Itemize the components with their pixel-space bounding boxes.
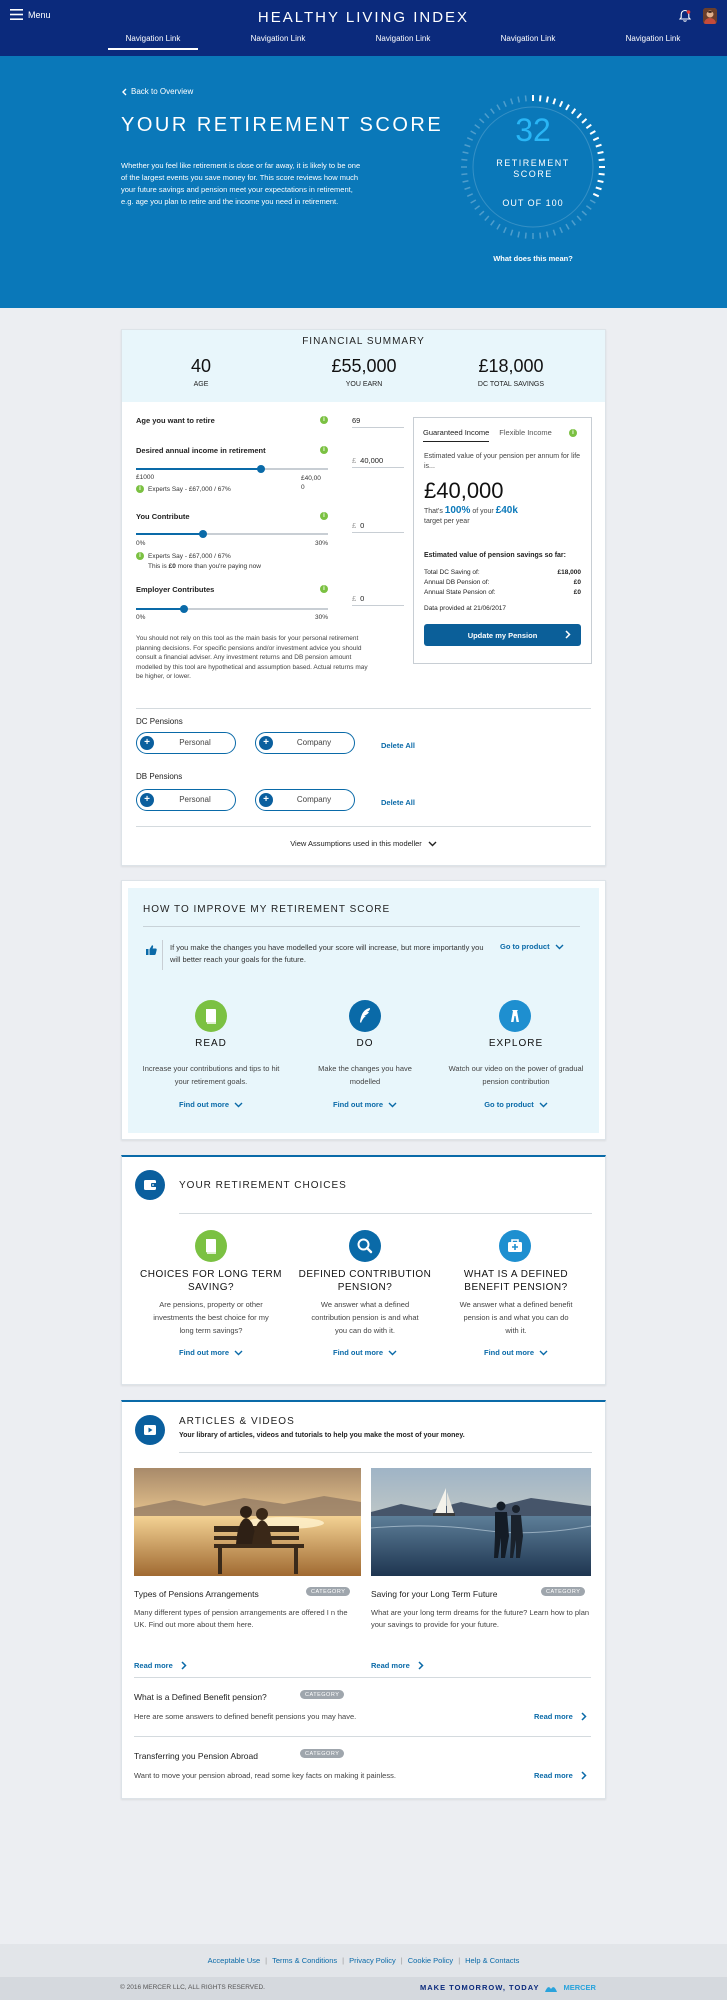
currency-symbol: £ xyxy=(352,456,357,465)
nav-link-4[interactable]: Navigation Link xyxy=(500,34,556,43)
choice-db-text: We answer what a defined benefit pension is and what you can do with it. xyxy=(459,1300,573,1335)
copyright: © 2016 MERCER LLC, ALL RIGHTS RESERVED. xyxy=(120,1984,265,1991)
nav-link-2[interactable]: Navigation Link xyxy=(250,34,306,43)
gauge-tick xyxy=(518,232,519,238)
gauge-tick xyxy=(572,220,576,225)
score-value: 32 xyxy=(515,112,551,148)
income-expert-tip: Experts Say - £67,000 / 67% xyxy=(148,486,231,493)
dc-pensions-label: DC Pensions xyxy=(136,717,183,726)
gauge-tick xyxy=(566,224,569,229)
gauge-tick-filled xyxy=(547,97,548,103)
avatar[interactable] xyxy=(703,8,717,24)
divider xyxy=(179,1452,592,1453)
income-tabs xyxy=(423,428,552,442)
gauge-tick xyxy=(511,230,513,236)
gauge-tick xyxy=(547,232,548,238)
you-contribute-value: 0 xyxy=(360,521,365,530)
earnings-label: YOU EARN xyxy=(345,381,383,388)
income-slider-fill xyxy=(136,468,261,470)
savings-row xyxy=(424,589,581,596)
employer-slider-fill xyxy=(136,608,184,610)
articles-title: ARTICLES & VIDEOS xyxy=(179,1416,295,1427)
gauge-tick xyxy=(504,101,506,106)
article-title[interactable]: Types of Pensions Arrangements xyxy=(134,1589,259,1599)
article-title[interactable]: Saving for your Long Term Future xyxy=(371,1589,498,1599)
update-pension-button[interactable] xyxy=(424,624,581,646)
note-suffix: more than you're paying now xyxy=(175,563,261,570)
financial-summary-title: FINANCIAL SUMMARY xyxy=(302,336,425,347)
divider xyxy=(179,1213,592,1214)
target-value: £40k xyxy=(495,505,518,516)
db-icon-circle xyxy=(499,1230,531,1262)
divider xyxy=(134,1736,591,1737)
book-icon xyxy=(195,1230,227,1262)
score-max-label: OUT OF 100 xyxy=(502,198,564,208)
article-title[interactable]: Transferring you Pension Abroad xyxy=(134,1751,258,1761)
gauge-tick xyxy=(582,211,586,215)
gauge-tick xyxy=(463,152,469,153)
do-title: DO xyxy=(356,1038,374,1049)
couple-on-bench-image xyxy=(134,1468,361,1576)
dc-savings-value: £18,000 xyxy=(478,356,544,376)
delete-all-dc-link[interactable]: Delete All xyxy=(381,741,415,750)
chevron-right-icon xyxy=(181,1661,187,1670)
tip-info-icon: i xyxy=(136,485,144,493)
gauge-tick xyxy=(540,233,541,239)
read-more-label: Read more xyxy=(134,1661,173,1670)
footer-link-privacy[interactable]: Privacy Policy xyxy=(349,1956,396,1965)
article-title[interactable]: What is a Defined Benefit pension? xyxy=(134,1692,267,1702)
assumptions-label: View Assumptions used in this modeller xyxy=(290,839,422,848)
income-min: £1000 xyxy=(136,474,155,481)
view-assumptions-link[interactable] xyxy=(122,839,605,848)
divider xyxy=(162,940,163,970)
article-summary: Here are some answers to defined benefit pensions you may have. xyxy=(134,1712,357,1721)
article-summary: Want to move your pension abroad, read some key facts on making it painless. xyxy=(134,1771,396,1780)
gauge-tick-filled xyxy=(553,99,555,105)
income-description: Estimated value of your pension per annum for life is... xyxy=(424,453,581,470)
footer-tagline xyxy=(420,1983,596,1992)
savings-row-value: £0 xyxy=(573,589,581,596)
savings-row xyxy=(424,569,581,576)
articles-subtitle: Your library of articles, videos and tutorials to help you make the most of your money. xyxy=(179,1432,465,1439)
income-max-line-2: 0 xyxy=(301,484,305,491)
chevron-down-icon xyxy=(388,1350,397,1356)
chevron-left-icon xyxy=(121,88,127,96)
explore-text: Watch our video on the power of gradual pension contribution xyxy=(448,1064,584,1086)
read-more-link[interactable] xyxy=(134,1661,187,1670)
brand-title: HEALTHY LIVING INDEX xyxy=(257,9,470,26)
personal-label: Personal xyxy=(179,795,211,804)
mercer-brand: MERCER xyxy=(563,1983,596,1992)
retire-age-value: 69 xyxy=(352,416,361,425)
nav-link-5[interactable]: Navigation Link xyxy=(625,34,681,43)
chevron-down-icon xyxy=(234,1350,243,1356)
explore-title: EXPLORE xyxy=(488,1038,544,1049)
contribution-min: 0% xyxy=(136,540,146,547)
gauge-tick xyxy=(485,216,489,220)
desired-income-value: 40,000 xyxy=(360,456,384,465)
dc-icon-circle xyxy=(349,1230,381,1262)
link-label: Find out more xyxy=(179,1100,229,1109)
choice-long-term-link[interactable] xyxy=(136,1348,286,1357)
do-icon-circle xyxy=(349,1000,381,1032)
employer-contributes-input[interactable] xyxy=(352,594,404,606)
tab-flexible-income[interactable]: Flexible Income xyxy=(499,428,552,437)
savings-row-value: £0 xyxy=(573,579,581,586)
info-icon[interactable]: i xyxy=(320,446,328,454)
gauge-tick xyxy=(577,216,581,220)
tab-guaranteed-income[interactable]: Guaranteed Income xyxy=(423,428,489,442)
read-title: READ xyxy=(195,1038,227,1049)
book-icon xyxy=(195,1000,227,1032)
footer-link-terms[interactable]: Terms & Conditions xyxy=(272,1956,338,1965)
choice-dc-title: DEFINED CONTRIBUTION PENSION? xyxy=(298,1269,432,1293)
chevron-right-icon xyxy=(581,1712,587,1721)
quill-icon xyxy=(349,1000,381,1032)
gauge-tick xyxy=(497,105,500,110)
explore-go-to-product-link[interactable] xyxy=(441,1100,591,1109)
explore-icon-circle xyxy=(499,1000,531,1032)
wallet-icon-circle xyxy=(135,1170,165,1200)
articles-videos-card xyxy=(121,1400,606,1799)
footer-link-help[interactable]: Help & Contacts xyxy=(465,1956,520,1965)
add-db-company-button[interactable] xyxy=(255,789,355,811)
read-more-link[interactable] xyxy=(534,1712,587,1721)
footer-link-acceptable-use[interactable]: Acceptable Use xyxy=(207,1956,261,1965)
employer-contributes-value: 0 xyxy=(360,594,365,603)
contribution-slider-fill xyxy=(136,533,203,535)
do-text: Make the changes you have modelled xyxy=(318,1064,412,1086)
earnings-value: £55,000 xyxy=(331,356,397,376)
couple-by-sea-image xyxy=(371,1468,591,1576)
age-label: AGE xyxy=(193,381,209,388)
contribution-max: 30% xyxy=(315,540,329,547)
desired-income-label: Desired annual income in retirement xyxy=(136,446,266,455)
article-image-bench[interactable] xyxy=(134,1468,361,1576)
info-icon[interactable]: i xyxy=(320,416,328,424)
footer-link-cookie[interactable]: Cookie Policy xyxy=(407,1956,454,1965)
score-label-line-2: SCORE xyxy=(513,169,553,179)
plus-icon: + xyxy=(259,793,273,807)
gauge-tick xyxy=(553,230,555,236)
read-find-out-more-link[interactable] xyxy=(136,1100,286,1109)
signpost-icon xyxy=(499,1000,531,1032)
age-value: 40 xyxy=(190,356,212,376)
personal-label: Personal xyxy=(179,738,211,747)
savings-row-label: Annual DB Pension of: xyxy=(424,579,490,586)
nav-link-3[interactable]: Navigation Link xyxy=(375,34,431,43)
savings-row-label: Annual State Pension of: xyxy=(424,589,496,596)
chevron-down-icon xyxy=(539,1350,548,1356)
gauge-tick xyxy=(504,227,506,232)
db-pensions-label: DB Pensions xyxy=(136,772,183,781)
category-badge: CATEGORY xyxy=(300,1749,344,1758)
chevron-right-icon xyxy=(565,630,571,639)
delete-all-db-link[interactable]: Delete All xyxy=(381,798,415,807)
category-badge: CATEGORY xyxy=(300,1690,344,1699)
link-label: Find out more xyxy=(179,1348,229,1357)
improve-message: If you make the changes you have modelled your score will increase, but more importantly you will better reach your goals for the future. xyxy=(170,943,484,964)
hero-description: Whether you feel like retirement is close or far away, it is likely to be one of the largest events you save money for. This score reviews how much your future savings and pension meet your expectations in retirement, e.g. age you plan to retire and the income you need in retirement. xyxy=(121,161,361,206)
employer-contributes-label: Employer Contributes xyxy=(136,585,215,594)
currency-symbol: £ xyxy=(352,594,357,603)
gauge-tick-filled xyxy=(598,181,604,182)
score-label xyxy=(458,158,608,180)
choices-title: YOUR RETIREMENT CHOICES xyxy=(179,1180,347,1191)
gauge-tick xyxy=(518,97,519,103)
disclaimer-text: You should not rely on this tool as the main basis for your personal retirement planning decisions. For specific pensions and/or investment advice you should consult a financial adviser. Any investment returns and DB pension amount modelled by this tool are hypothetical and assumption based. Actual returns may be higher, or lower. xyxy=(136,635,368,680)
company-label: Company xyxy=(296,795,332,804)
divider xyxy=(143,926,580,927)
percent-value: 100% xyxy=(444,505,471,516)
you-contribute-input[interactable] xyxy=(352,521,404,533)
retire-age-label: Age you want to retire xyxy=(136,416,215,425)
top-bar xyxy=(0,0,727,56)
employer-slider-handle[interactable] xyxy=(180,605,188,613)
gauge-tick-filled xyxy=(598,152,604,153)
chevron-down-icon xyxy=(539,1102,548,1108)
gauge-tick xyxy=(465,187,471,189)
footer-links: Acceptable Use | Terms & Conditions | Privacy Policy | Cookie Policy | Help & Contacts xyxy=(207,1956,520,1965)
nav-link-1[interactable]: Navigation Link xyxy=(108,34,198,50)
gauge-tick xyxy=(463,181,469,182)
plus-icon: + xyxy=(259,736,273,750)
category-badge: CATEGORY xyxy=(541,1587,585,1596)
info-icon[interactable]: i xyxy=(320,585,328,593)
divider xyxy=(136,708,591,709)
gauge-tick-filled xyxy=(566,105,569,110)
note-amount: £0 xyxy=(168,563,176,570)
choice-long-term-text: Are pensions, property or other investments the best choice for my long term savings? xyxy=(153,1300,269,1335)
income-max-line-1: £40,00 xyxy=(301,475,321,482)
tagline-text: MAKE TOMORROW, TODAY xyxy=(420,1983,540,1992)
add-dc-personal-button[interactable] xyxy=(136,732,236,754)
target-percentage xyxy=(424,506,584,527)
of-your-label: of your xyxy=(472,508,494,515)
gauge-tick xyxy=(479,211,483,215)
choice-dc-link[interactable] xyxy=(290,1348,440,1357)
what-does-this-mean-link[interactable]: What does this mean? xyxy=(493,254,573,263)
category-badge: CATEGORY xyxy=(306,1587,350,1596)
choice-db-title: WHAT IS A DEFINED BENEFIT PENSION? xyxy=(463,1269,569,1293)
wallet-icon xyxy=(135,1170,165,1200)
contribution-expert-tip: Experts Say - £67,000 / 67% xyxy=(148,553,231,560)
gauge-tick xyxy=(560,227,562,232)
read-more-label: Read more xyxy=(534,1771,573,1780)
link-label: Find out more xyxy=(484,1348,534,1357)
thumbs-up-icon xyxy=(145,944,157,956)
video-icon xyxy=(135,1415,165,1445)
search-icon xyxy=(349,1230,381,1262)
gauge-tick xyxy=(525,233,526,239)
retire-age-input[interactable] xyxy=(352,416,404,428)
read-icon-circle xyxy=(195,1000,227,1032)
gauge-tick-filled xyxy=(540,95,541,101)
chevron-down-icon xyxy=(555,944,564,950)
tip-info-icon: i xyxy=(136,552,144,560)
go-to-product-link[interactable] xyxy=(500,942,564,951)
read-more-link[interactable] xyxy=(371,1661,424,1670)
footer-bottom-bar xyxy=(0,1977,727,2000)
gauge-tick-filled xyxy=(596,187,602,189)
bell-icon[interactable] xyxy=(678,9,692,23)
score-label-line-1: RETIREMENT xyxy=(496,158,570,168)
savings-row-value: £18,000 xyxy=(557,569,581,576)
long-term-icon-circle xyxy=(195,1230,227,1262)
link-label: Find out more xyxy=(333,1100,383,1109)
chevron-right-icon xyxy=(581,1771,587,1780)
chevron-right-icon xyxy=(418,1661,424,1670)
gauge-tick-filled xyxy=(593,194,598,196)
update-pension-label: Update my Pension xyxy=(467,630,538,640)
article-summary: What are your long term dreams for the future? Learn how to plan your savings to provide for your future. xyxy=(371,1608,590,1629)
plus-icon: + xyxy=(140,736,154,750)
contribution-note xyxy=(148,563,261,570)
article-image-sea[interactable] xyxy=(371,1468,591,1576)
thats-label: That's xyxy=(424,508,443,515)
article-summary: Many different types of pension arrangements are offered I n the UK. Find out more about them here. xyxy=(134,1608,348,1629)
add-db-personal-button[interactable] xyxy=(136,789,236,811)
divider xyxy=(134,1677,591,1678)
you-contribute-label: You Contribute xyxy=(136,512,190,521)
chevron-down-icon xyxy=(428,841,437,847)
back-label: Back to Overview xyxy=(131,87,194,96)
gauge-tick xyxy=(491,220,495,225)
note-prefix: This is xyxy=(148,563,169,570)
improve-score-title: HOW TO IMPROVE MY RETIREMENT SCORE xyxy=(143,904,391,915)
currency-symbol: £ xyxy=(352,521,357,530)
income-slider-handle[interactable] xyxy=(257,465,265,473)
read-text: Increase your contributions and tips to hit your retirement goals. xyxy=(142,1064,280,1086)
employer-min: 0% xyxy=(136,614,146,621)
target-suffix: target per year xyxy=(424,518,470,525)
read-more-label: Read more xyxy=(371,1661,410,1670)
go-to-product-label: Go to product xyxy=(500,942,550,951)
gauge-tick-filled xyxy=(560,101,562,106)
income-max xyxy=(301,474,321,492)
income-amount: £40,000 xyxy=(424,478,504,503)
mercer-logo-icon xyxy=(545,1984,557,1992)
company-label: Company xyxy=(296,738,332,747)
main-nav xyxy=(108,34,698,50)
gauge-tick xyxy=(467,194,472,196)
chevron-down-icon xyxy=(234,1102,243,1108)
video-icon-circle xyxy=(135,1415,165,1445)
info-icon[interactable]: i xyxy=(320,512,328,520)
savings-row xyxy=(424,579,581,586)
read-more-link[interactable] xyxy=(534,1771,587,1780)
desired-income-input[interactable] xyxy=(352,456,404,468)
read-more-label: Read more xyxy=(534,1712,573,1721)
link-label: Find out more xyxy=(333,1348,383,1357)
divider xyxy=(136,826,591,827)
gauge-tick xyxy=(497,224,500,229)
gauge-tick xyxy=(525,95,526,101)
data-date: Data provided at 21/06/2017 xyxy=(424,605,507,612)
dc-savings-label: DC TOTAL SAVINGS xyxy=(477,381,545,388)
do-find-out-more-link[interactable] xyxy=(290,1100,440,1109)
gauge-tick xyxy=(511,99,513,105)
page-title: YOUR RETIREMENT SCORE xyxy=(121,114,444,136)
briefcase-icon xyxy=(499,1230,531,1262)
plus-icon: + xyxy=(140,793,154,807)
back-to-overview-link[interactable] xyxy=(121,87,193,96)
chevron-down-icon xyxy=(388,1102,397,1108)
choice-db-link[interactable] xyxy=(441,1348,591,1357)
employer-max: 30% xyxy=(315,614,329,621)
add-dc-company-button[interactable] xyxy=(255,732,355,754)
info-icon[interactable]: i xyxy=(569,429,577,437)
choice-long-term-title: CHOICES FOR LONG TERM SAVING? xyxy=(140,1269,282,1293)
menu-label: Menu xyxy=(28,9,51,20)
savings-row-label: Total DC Saving of: xyxy=(424,569,480,576)
link-label: Go to product xyxy=(484,1100,534,1109)
savings-heading: Estimated value of pension savings so far: xyxy=(424,552,566,559)
choice-dc-text: We answer what a defined contribution pension is and what you can do with it. xyxy=(311,1300,419,1335)
